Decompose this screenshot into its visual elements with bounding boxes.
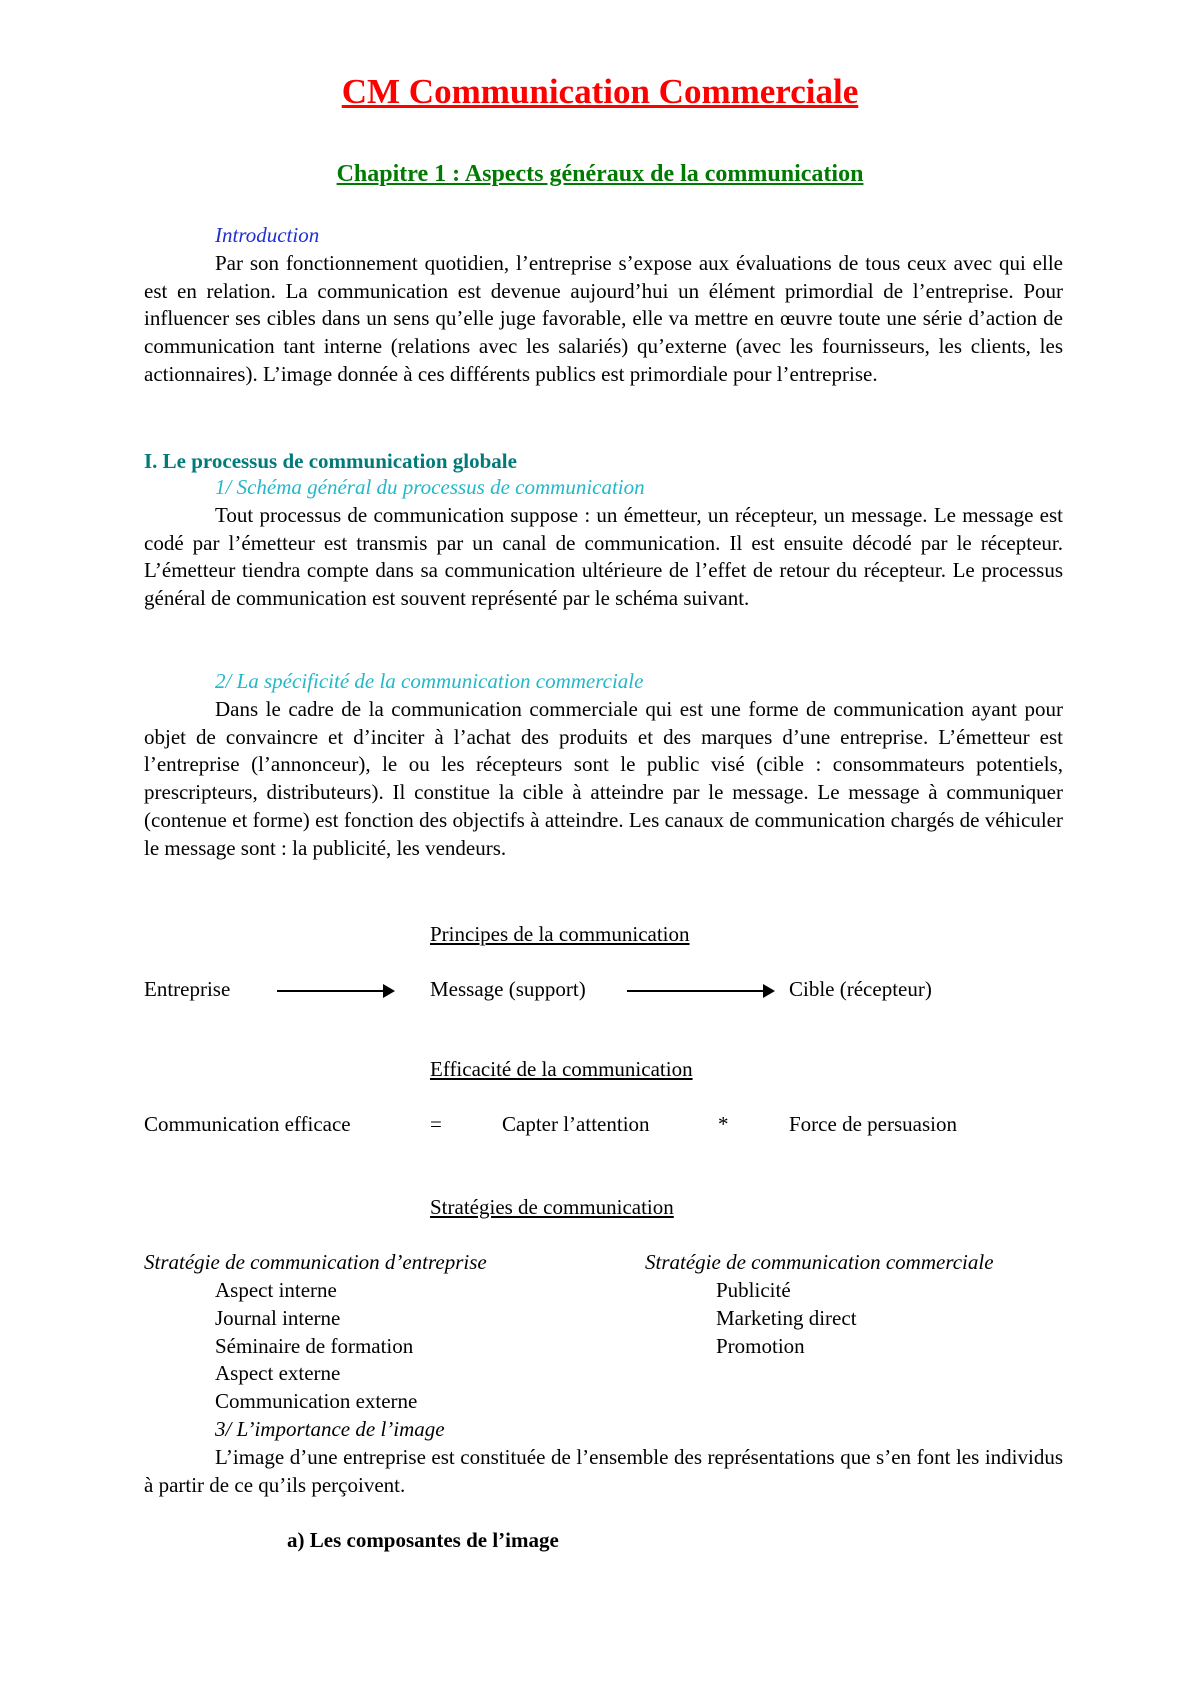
efficacite-left: Communication efficace <box>144 1112 351 1136</box>
arrow-right-icon <box>277 990 393 992</box>
arrow-right-icon <box>627 990 773 992</box>
sub3-paragraph: L’image d’une entreprise est constituée de l’ensemble des représentations que s’en font les individus à partir de ce qu’ils perçoivent. <box>144 1445 1063 1497</box>
chapter-title: Chapitre 1 : Aspects généraux de la communication <box>336 161 864 187</box>
efficacite-equals: = <box>430 1112 442 1136</box>
list-item: Publicité <box>716 1278 791 1302</box>
list-item: Aspect interne <box>215 1278 337 1302</box>
efficacite-times: * <box>718 1112 729 1136</box>
sub2-paragraph: Dans le cadre de la communication commerciale qui est une forme de communication ayant pour objet de convaincre et d’inciter à l’achat des produits et des marques d’une entreprise. L’émetteur est l’entreprise (l’annonceur), le ou les récepteurs sont le public visé (cible : consommateurs potentiels, prescripteurs, distributeurs). Il constitue la cible à atteindre par le message. Le message à communiquer (contenue et forme) est fonction des objectifs à atteindre. Les canaux de communication chargés de véhiculer le message sont : la publicité, les vendeurs. <box>144 696 1063 860</box>
sub3a-heading: a) Les composantes de l’image <box>287 1528 559 1552</box>
sub1-block <box>144 474 1063 613</box>
list-item: Journal interne <box>215 1305 341 1330</box>
strategies-right-heading: Stratégie de communication commerciale <box>645 1250 994 1274</box>
principles-heading: Principes de la communication <box>430 922 690 946</box>
strategies-right-list <box>716 1277 857 1360</box>
list-item: Aspect externe <box>215 1361 341 1386</box>
strategies-left-heading: Stratégie de communication d’entreprise <box>144 1250 487 1274</box>
principles-message: Message (support) <box>430 977 586 1001</box>
intro-heading: Introduction <box>215 223 320 247</box>
principles-entreprise: Entreprise <box>144 977 231 1001</box>
efficacite-right: Force de persuasion <box>789 1112 957 1136</box>
efficacite-heading: Efficacité de la communication <box>430 1057 693 1081</box>
sub2-block <box>144 668 1063 863</box>
intro-paragraph: Par son fonctionnement quotidien, l’entreprise s’expose aux évaluations de tous ceux avec qui elle est en relation. La communication est devenue aujourd’hui un élément primordial de l’entreprise. Pour influencer ses cibles dans un sens qu’elle juge favorable, elle va mettre en œuvre toute une série d’action de communication tant interne (relations avec les salariés) qu’externe (avec les fournisseurs, les clients, les actionnaires). L’image donnée à ces différents publics est primordiale pour l’entreprise. <box>144 250 1063 386</box>
efficacite-middle: Capter l’attention <box>502 1112 650 1136</box>
list-item: Séminaire de formation <box>215 1333 414 1358</box>
section-heading: I. Le processus de communication globale <box>144 449 517 473</box>
principles-cible: Cible (récepteur) <box>789 977 932 1001</box>
list-item: Communication externe <box>215 1389 418 1414</box>
sub2-heading: 2/ La spécificité de la communication commerciale <box>215 669 644 693</box>
document-title: CM Communication Commerciale <box>341 72 859 111</box>
strategies-left-list <box>215 1277 445 1444</box>
sub3-heading: 3/ L’importance de l’image <box>215 1416 445 1441</box>
sub3-block <box>144 1444 1063 1500</box>
intro-block <box>144 222 1063 389</box>
sub1-heading: 1/ Schéma général du processus de communication <box>215 475 645 499</box>
list-item: Promotion <box>716 1333 805 1358</box>
strategies-heading: Stratégies de communication <box>430 1195 674 1219</box>
list-item: Marketing direct <box>716 1305 857 1330</box>
sub1-paragraph: Tout processus de communication suppose : un émetteur, un récepteur, un message. Le message est codé par l’émetteur est transmis par un canal de communication. Il est ensuite décodé par le récepteur. L’émetteur tiendra compte dans sa communication ultérieure de l’effet de retour du récepteur. Le processus général de communication est souvent représenté par le schéma suivant. <box>144 502 1063 611</box>
